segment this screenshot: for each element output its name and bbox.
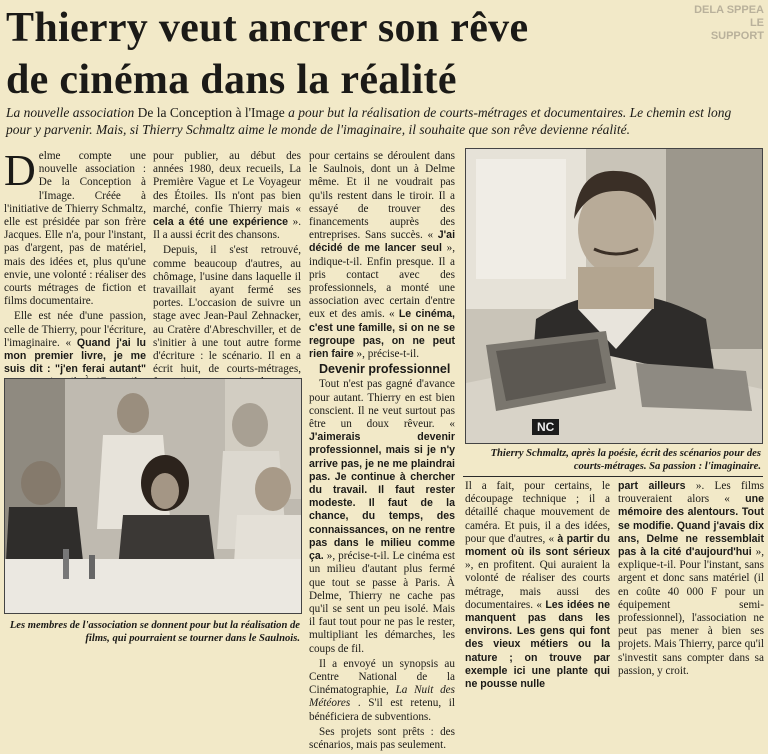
column-1 [4,146,146,405]
group-photo [4,378,302,614]
headline [6,2,696,106]
col3-para-1: pour certains se déroulent dans le Saulnois, dont un à Delme même. Et il ne voudrait pas qu'ils restent dans le tiroir. Il a essayé de trouver des financements auprès des entreprises. Sans succès. « J'ai décidé de me lancer seul », indique-t-il. Enfin presque. Il a pris contact avec des professionnels, a monté une association avec certain d'entre eux et des amis. « Le cinéma, c'est une famille, si on ne se regroupe pas, on ne peut rien faire », précise-t-il. [309,150,456,361]
column-3 [309,150,455,754]
headline-line-1: Thierry veut ancrer son rêve [6,5,529,51]
col3-para-2: Tout n'est pas gagné d'avance pour autant. Thierry en est bien conscient. Il ne veut surtout pas être un doux rêveur. « J'aimerais devenir professionnel, mais si je n'y arrive pas, je ne me plaindrai pas. Je continue à chercher du travail. Il faut rester modeste. Il faut de la chance, du temps, des connaissances, on ne rentre pas dans le milieu comme ça. », précise-t-il. Le cinéma est un milieu d'autant plus fermé que tout se passe à Paris. À Delme, Thierry ne cache pas qu'il se sent un peu isolé. Mais il faut tout pour ne pas le rester, multipliant les démarches, les coups de fil. [309,378,456,655]
association-name: De la Conception à l'Image [137,105,285,120]
portrait-caption: Thierry Schmaltz, après la poésie, écrit des scénarios pour des courts-métrages. Sa passion : l'imaginaire. [490,448,761,472]
col3-para-3: Il a envoyé un synopsis au Centre National de la Cinématographie, La Nuit des Météores . S'il est retenu, il bénéficiera de subventions. [309,657,455,723]
subheading: Devenir professionnel [319,362,451,377]
group-photo-image [5,379,301,613]
col2-para-2: Depuis, il s'est retrouvé, comme beaucoup d'autres, au chômage, l'usine dans laquelle il travaillait ayant fermé ses portes. L'occasion de suivre un stage avec Jean-Paul Zehnacker, au Cratère d'Abreschviller, et de s'initier à une tout autre forme d'écriture : le scénario. Il en a écrit huit, de courts-métrages, [153,244,301,376]
portrait-photo [465,148,763,444]
lead-part-1: La nouvelle association [6,105,135,120]
group-caption: Les membres de l'association se donnent pour but la réalisation de films, qui pourraient se tourner dans le Saulnois. [9,620,300,644]
column-4 [465,480,610,693]
col5-para-1: part ailleurs ». Les films trouveraient alors « une mémoire des alentours. Tout se modifie. Quand j'avais dix ans, Delme ne ressemblait pas à la cité d'aujourd'hui », explique-t-il. Pour l'instant, sans argent et donc sans matériel (il en coûte 40 000 F pour un équipement semi-professionnel), l'association ne peut pas mener à bien ses projets. Mais Thierry, parce qu'il s'investit sans compter dans sa passion, y croit. [618,480,765,677]
col4-para-1: Il a fait, pour certains, le découpage technique ; il a détaillé chaque mouvement de caméra. Et puis, il a des idées, pour que d'autres, « à partir du moment où ils sont sérieux », en profitent. Qui auraient la volonté de réaliser des courts métrage, mais aussi des documentaires. « Les idées ne manquent pas dans les environs. Les gens qui font des vieux métiers ou la nature ; on trouve par exemple ici une plante qui ne pousse nulle [465,480,610,691]
portrait-photo-image [466,149,762,443]
headline-line-2: de cinéma dans la réalité [6,57,457,103]
column-5 [618,480,764,680]
col1-para-1: D elme compte une nouvelle association : De la Conception à l'Image. Créée à l'initiative de Thierry Schmaltz, elle est présidée par son frère Jacques. Elle n'a, pour l'instant, pas d'argent, pas de matériel, mais des idées et, plus qu'une envie, une volonté : réaliser des courts métrages de fiction et films documentaire. [4,146,146,308]
drop-cap: D [4,146,36,195]
column-2 [153,150,301,405]
portrait-sign: NC [532,419,559,435]
col3-para-4: Ses projets sont prêts : des scénarios, mais pas seulement. [309,725,455,751]
lead-part-2: a pour but la réalisation de courts-métrages et documentaires. Le chemin est long pour y parvenir. Mais, si Thierry Schmaltz aime le monde de l'imaginaire, il souhaite que son rêve devienne réalité. [6,105,732,137]
caption-divider [463,476,763,477]
lead-paragraph [6,104,756,138]
col2-para-1: pour publier, au début des années 1980, deux recueils, La Première Vague et Le Voyageur des Étoiles. Ils n'ont pas bien marché, confie Thierry mais « cela a été une expérience ». Il a aussi écrit des chansons. [153,150,301,242]
bleed-through-text: DELA SPPEA LE SUPPORT [694,4,764,42]
col1-para-2: Elle est née d'une passion, celle de Thierry, pour l'écriture, l'imaginaire. « Quand j'ai lu mon premier livre, je me suis dit : "j'en ferai autant" [4,310,146,376]
